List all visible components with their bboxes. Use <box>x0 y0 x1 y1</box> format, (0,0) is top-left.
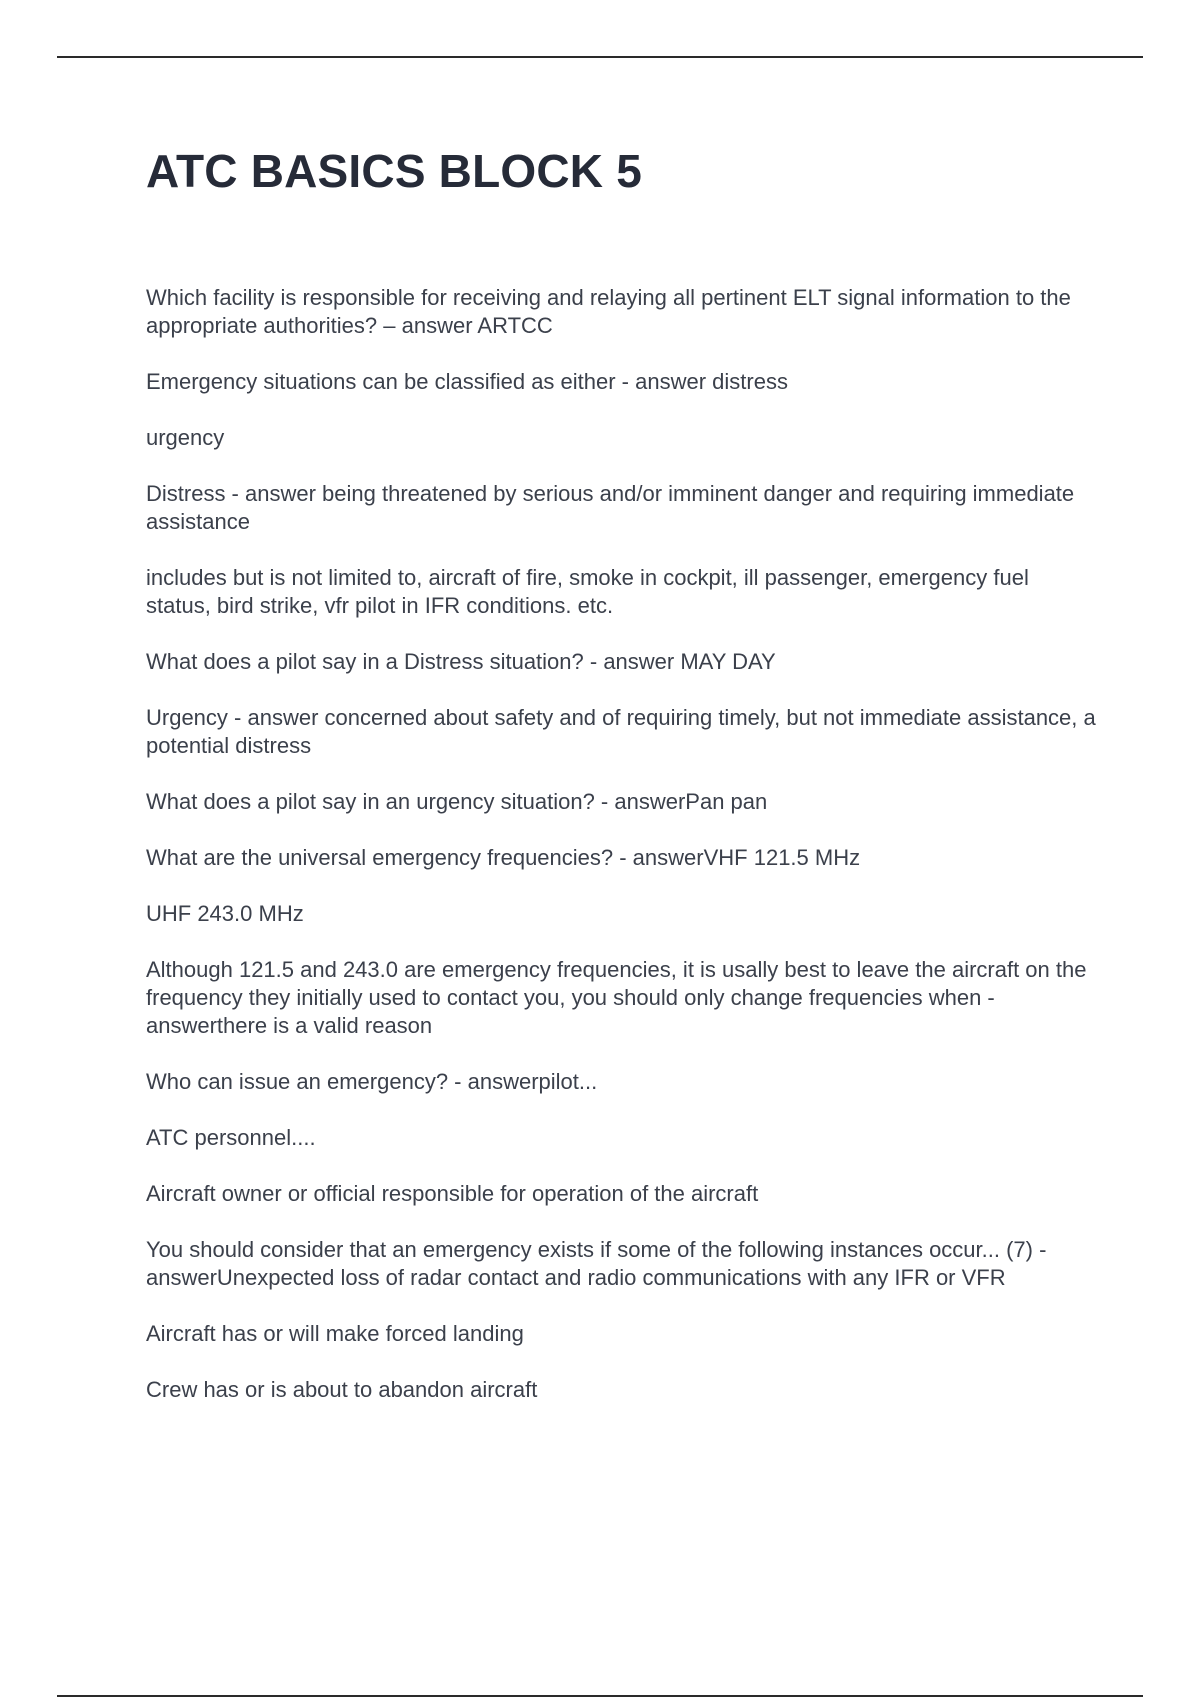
document-body <box>146 284 1096 1432</box>
paragraph: What does a pilot say in an urgency situation? - answerPan pan <box>146 789 768 814</box>
paragraph: Although 121.5 and 243.0 are emergency frequencies, it is usally best to leave the aircraft on the frequency they initially used to contact you, you should only change frequencies when - answerthere is a valid reason <box>146 957 1087 1038</box>
paragraph: urgency <box>146 425 225 450</box>
paragraph: includes but is not limited to, aircraft of fire, smoke in cockpit, ill passenger, emergency fuel status, bird strike, vfr pilot in IFR conditions. etc. <box>146 565 1029 618</box>
paragraph: Crew has or is about to abandon aircraft <box>146 1377 538 1402</box>
paragraph: What does a pilot say in a Distress situation? - answer MAY DAY <box>146 649 776 674</box>
paragraph: What are the universal emergency frequencies? - answerVHF 121.5 MHz <box>146 845 861 870</box>
paragraph: Which facility is responsible for receiving and relaying all pertinent ELT signal information to the appropriate authorities? – answer ARTCC <box>146 285 1071 338</box>
paragraph: You should consider that an emergency exists if some of the following instances occur... (7) - answerUnexpected loss of radar contact and radio communications with any IFR or VFR <box>146 1237 1047 1290</box>
page-title: ATC BASICS BLOCK 5 <box>146 145 642 197</box>
paragraph: Distress - answer being threatened by serious and/or imminent danger and requiring immediate assistance <box>146 481 1075 534</box>
top-rule <box>57 56 1143 58</box>
paragraph: Aircraft owner or official responsible for operation of the aircraft <box>146 1181 759 1206</box>
paragraph: Urgency - answer concerned about safety and of requiring timely, but not immediate assistance, a potential distress <box>146 705 1096 758</box>
paragraph: UHF 243.0 MHz <box>146 901 304 926</box>
paragraph: ATC personnel.... <box>146 1125 316 1150</box>
paragraph: Aircraft has or will make forced landing <box>146 1321 524 1346</box>
paragraph: Who can issue an emergency? - answerpilot... <box>146 1069 598 1094</box>
paragraph: Emergency situations can be classified as either - answer distress <box>146 369 788 394</box>
bottom-rule <box>57 1695 1143 1697</box>
